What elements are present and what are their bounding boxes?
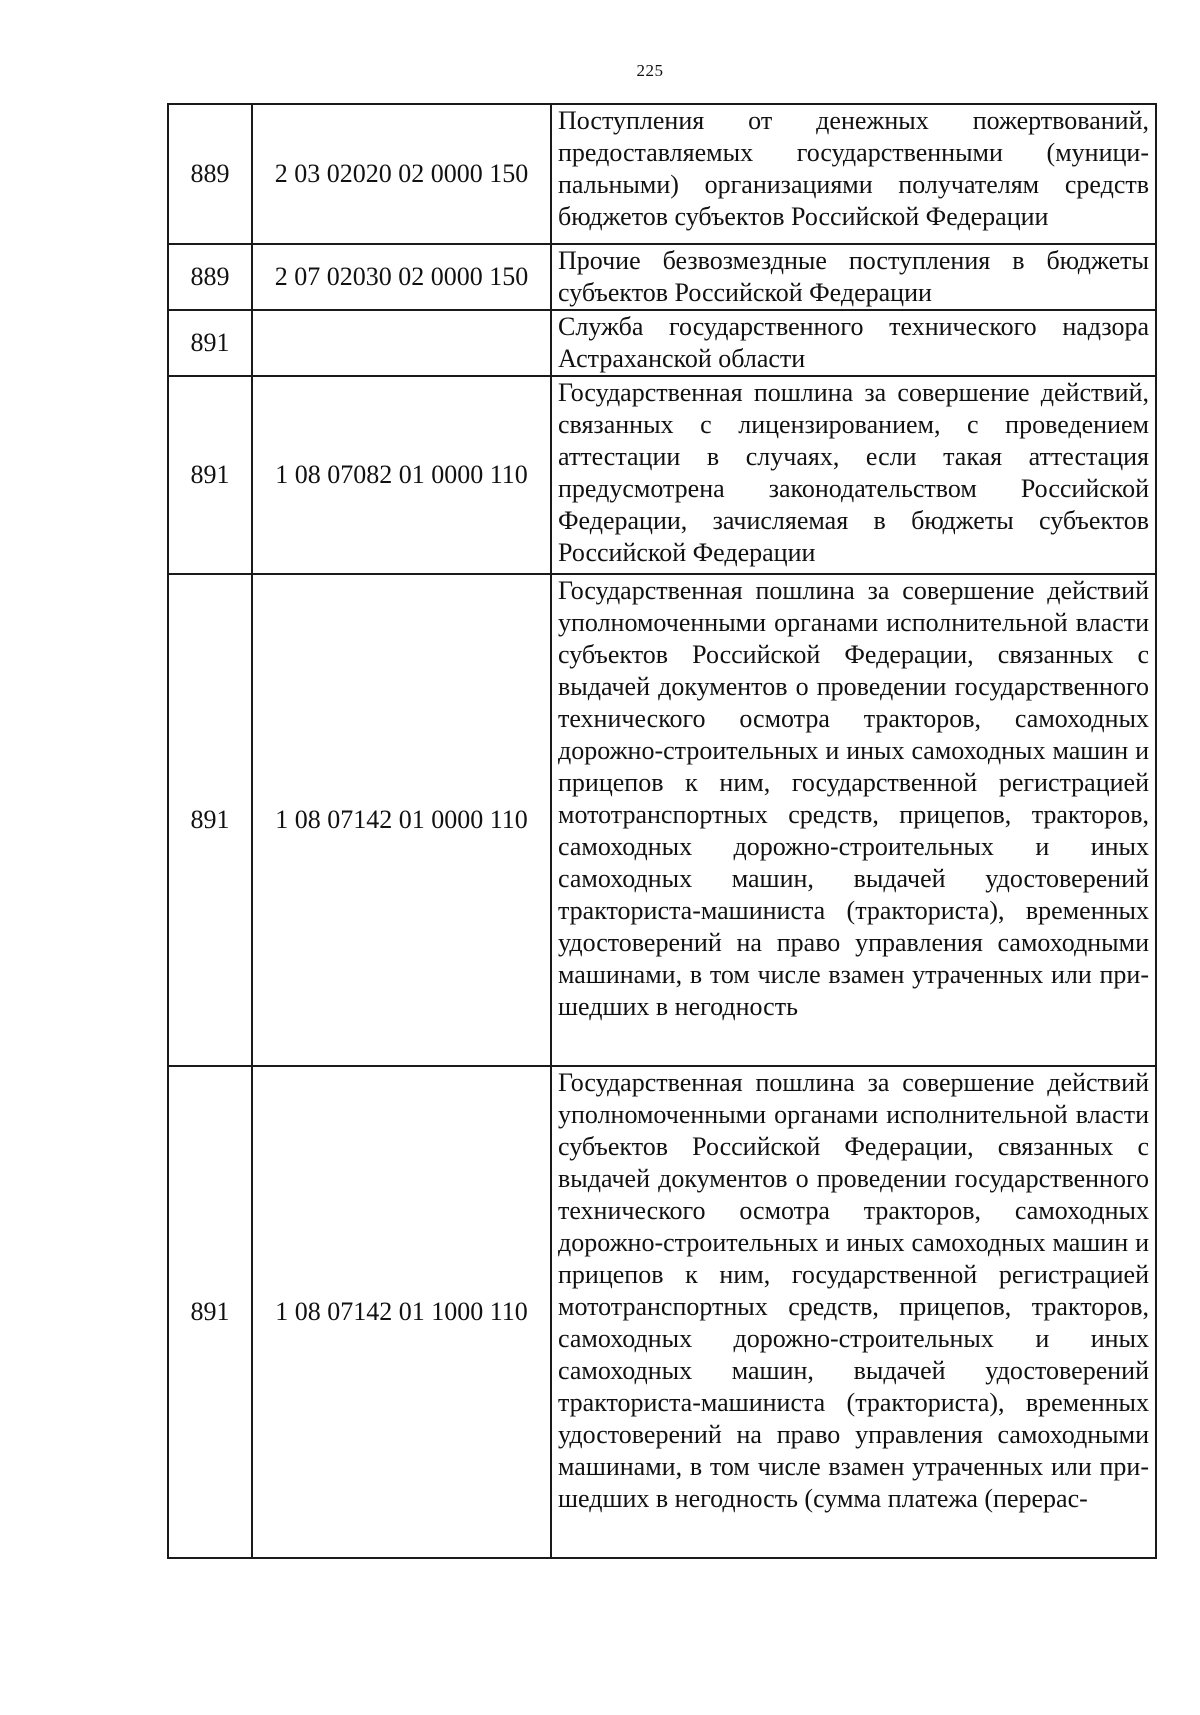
admin-code-cell: 891 (168, 376, 252, 574)
description-cell (551, 574, 1156, 1066)
kbk-code-cell: 1 08 07142 01 1000 110 (252, 1066, 551, 1558)
description-text: Государственная пошлина за совершение действий уполномоченными органами исполнительной власти субъектов Российской Федерации, связанных с выдачей документов о проведении государственного технического осмотра тракторов, самоходных дорожно-строительных и иных самоходных машин и прицепов к ним, государственной регистрацией мототранспортных средств, прицепов, тракторов, самоходных дорожно-строительных и иных самоходных машин, выдачей удостоверений тракториста-машиниста (тракториста), временных удостоверений на право управления самоходными машинами, в том числе взамен утраченных или пришедших в негодность (сумма платежа (перерас- (558, 1068, 1149, 1513)
kbk-code-cell: 1 08 07082 01 0000 110 (252, 376, 551, 574)
description-cell (551, 310, 1156, 376)
description-cell (551, 1066, 1156, 1558)
admin-code-cell: 891 (168, 310, 252, 376)
admin-code-cell: 889 (168, 104, 252, 244)
kbk-code-cell (252, 310, 551, 376)
kbk-code-cell: 2 03 02020 02 0000 150 (252, 104, 551, 244)
table-row (168, 574, 1156, 1066)
description-cell (551, 104, 1156, 244)
table-row (168, 104, 1156, 244)
description-text: Поступления от денежных пожертвований, предоставляемых государственными (муниципальными) организациями получателям средств бюджетов субъектов Российской Федерации (558, 106, 1149, 231)
kbk-code-cell: 2 07 02030 02 0000 150 (252, 244, 551, 310)
kbk-code-cell: 1 08 07142 01 0000 110 (252, 574, 551, 1066)
budget-codes-table (167, 103, 1157, 1559)
page-number: 225 (636, 61, 664, 80)
table-row (168, 244, 1156, 310)
description-cell (551, 244, 1156, 310)
table-row (168, 1066, 1156, 1558)
admin-code-cell: 891 (168, 1066, 252, 1558)
description-text: Прочие безвозмездные поступления в бюджеты субъектов Российской Федерации (558, 246, 1149, 307)
description-text: Государственная пошлина за совершение действий, связанных с лицензированием, с проведением аттестации в случаях, если такая аттестация предусмотрена законодательством Российской Федерации, зачисляемая в бюджеты субъектов Российской Федерации (558, 378, 1149, 567)
table-row (168, 310, 1156, 376)
description-text: Служба государственного технического надзора Астраханской области (558, 312, 1149, 373)
admin-code-cell: 891 (168, 574, 252, 1066)
admin-code-cell: 889 (168, 244, 252, 310)
description-text: Государственная пошлина за совершение действий уполномоченными органами исполнительной власти субъектов Российской Федерации, связанных с выдачей документов о проведении государственного технического осмотра тракторов, самоходных дорожно-строительных и иных самоходных машин и прицепов к ним, государственной регистрацией мототранспортных средств, прицепов, тракторов, самоходных дорожно-строительных и иных самоходных машин, выдачей удостоверений тракториста-машиниста (тракториста), временных удостоверений на право управления самоходными машинами, в том числе взамен утраченных или пришедших в негодность (558, 576, 1149, 1021)
table-row (168, 376, 1156, 574)
description-cell (551, 376, 1156, 574)
